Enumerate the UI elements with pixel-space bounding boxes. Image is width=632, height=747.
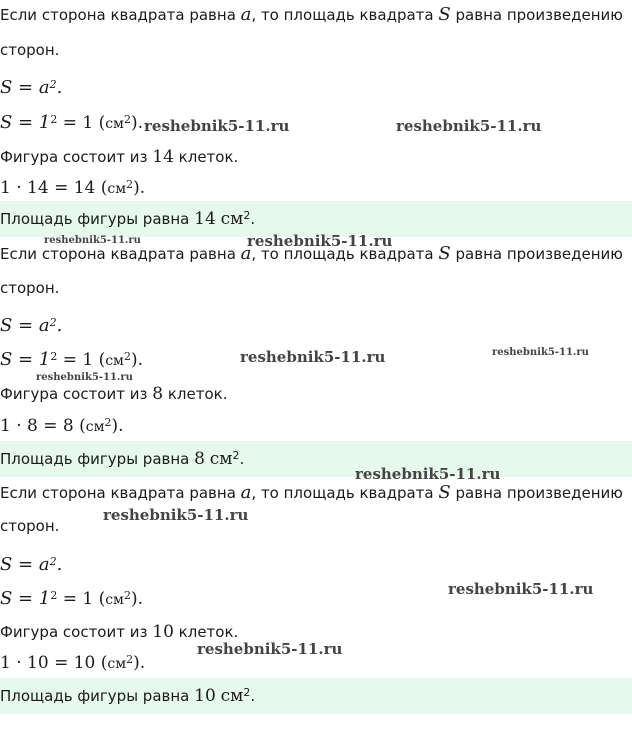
cell-number: 10 (152, 622, 174, 642)
exponent: 2 (243, 686, 251, 699)
text: Если сторона квадрата равна (0, 6, 236, 24)
watermark: reshebnik5-11.ru (144, 117, 290, 135)
exponent: 2 (50, 589, 58, 602)
formula-text: . (56, 77, 63, 98)
formula-text: S = 1 (0, 588, 51, 609)
formula-text: = 1 ( (57, 113, 106, 133)
answer (0, 686, 255, 706)
watermark: reshebnik5-11.ru (448, 580, 594, 598)
unit-square-formula (0, 113, 143, 134)
formula-text: ). (133, 178, 146, 198)
exponent: 2 (49, 78, 57, 91)
exponent: 2 (123, 589, 131, 602)
calculation (0, 416, 124, 437)
rule-statement (0, 483, 623, 503)
watermark: reshebnik5-11.ru (44, 235, 141, 246)
unit-square-formula (0, 350, 143, 371)
watermark: reshebnik5-11.ru (36, 372, 133, 383)
text: Площадь фигуры равна (0, 687, 190, 705)
unit-square-formula (0, 589, 143, 610)
area-formula (0, 78, 62, 98)
text: равна произведению (455, 484, 623, 502)
formula-text: . (56, 554, 63, 575)
unit: см (107, 656, 127, 672)
unit: см (220, 686, 244, 706)
unit: см (209, 449, 233, 469)
formula-text: ). (111, 416, 124, 436)
calculation (0, 178, 145, 199)
watermark: reshebnik5-11.ru (396, 117, 542, 135)
answer-number: 14 (194, 209, 216, 229)
cell-count (0, 622, 238, 642)
watermark: reshebnik5-11.ru (197, 640, 343, 658)
variable-a: a (240, 482, 252, 503)
cell-count (0, 384, 227, 404)
answer-number: 10 (194, 686, 216, 706)
formula-text: S = a (0, 554, 50, 575)
text: клеток. (178, 148, 239, 166)
cell-count (0, 147, 238, 167)
formula-text: ). (130, 350, 143, 370)
rule-continuation: сторон. (0, 279, 60, 297)
rule-continuation: сторон. (0, 517, 60, 535)
answer (0, 209, 255, 229)
text: равна произведению (455, 245, 623, 263)
formula-text: 1 · 14 = 14 ( (0, 178, 108, 198)
variable-s: S (438, 4, 451, 25)
unit: см (85, 419, 105, 435)
text: , то площадь квадрата (251, 245, 434, 263)
watermark: reshebnik5-11.ru (247, 232, 393, 250)
rule-continuation: сторон. (0, 41, 60, 59)
rule-statement (0, 5, 623, 25)
area-formula (0, 555, 62, 575)
variable-a: a (240, 243, 252, 264)
unit: см (105, 592, 124, 608)
exponent: 2 (126, 653, 134, 666)
exponent: 2 (126, 178, 134, 191)
text: Фигура состоит из (0, 623, 148, 641)
formula-text: ). (133, 653, 146, 673)
text: Если сторона квадрата равна (0, 484, 236, 502)
formula-text: = 1 ( (57, 350, 106, 370)
exponent: 2 (243, 209, 251, 222)
unit: см (107, 181, 127, 197)
text: Если сторона квадрата равна (0, 245, 236, 263)
formula-text: S = a (0, 77, 50, 98)
text: клеток. (167, 385, 228, 403)
text: Фигура состоит из (0, 148, 148, 166)
formula-text: ). (130, 589, 143, 609)
text: Фигура состоит из (0, 385, 148, 403)
formula-text: S = 1 (0, 349, 51, 370)
exponent: 2 (123, 113, 131, 126)
text: равна произведению (455, 6, 623, 24)
unit: см (105, 353, 124, 369)
formula-text: S = 1 (0, 112, 51, 133)
text: , то площадь квадрата (251, 484, 434, 502)
text: Площадь фигуры равна (0, 450, 190, 468)
watermark: reshebnik5-11.ru (355, 465, 501, 483)
unit: см (105, 116, 124, 132)
exponent: 2 (50, 350, 58, 363)
variable-s: S (438, 482, 451, 503)
formula-text: = 1 ( (57, 589, 106, 609)
text: Площадь фигуры равна (0, 210, 190, 228)
text: , то площадь квадрата (251, 6, 434, 24)
text: . (250, 687, 256, 705)
exponent: 2 (50, 113, 58, 126)
watermark: reshebnik5-11.ru (240, 348, 386, 366)
cell-number: 8 (152, 384, 164, 404)
text: клеток. (178, 623, 239, 641)
formula-text: 1 · 8 = 8 ( (0, 416, 86, 436)
exponent: 2 (104, 416, 112, 429)
formula-text: . (56, 315, 63, 336)
exponent: 2 (123, 350, 131, 363)
text: . (239, 450, 245, 468)
calculation (0, 653, 145, 674)
variable-a: a (240, 4, 252, 25)
variable-s: S (438, 243, 451, 264)
answer-number: 8 (194, 449, 205, 469)
area-formula (0, 316, 62, 336)
unit: см (220, 209, 244, 229)
answer (0, 449, 244, 469)
formula-text: ). (130, 113, 143, 133)
watermark: reshebnik5-11.ru (103, 506, 249, 524)
exponent: 2 (49, 316, 57, 329)
text: . (250, 210, 256, 228)
watermark: reshebnik5-11.ru (492, 347, 589, 358)
exponent: 2 (49, 555, 57, 568)
formula-text: 1 · 10 = 10 ( (0, 653, 108, 673)
formula-text: S = a (0, 315, 50, 336)
cell-number: 14 (152, 147, 174, 167)
exponent: 2 (232, 449, 240, 462)
